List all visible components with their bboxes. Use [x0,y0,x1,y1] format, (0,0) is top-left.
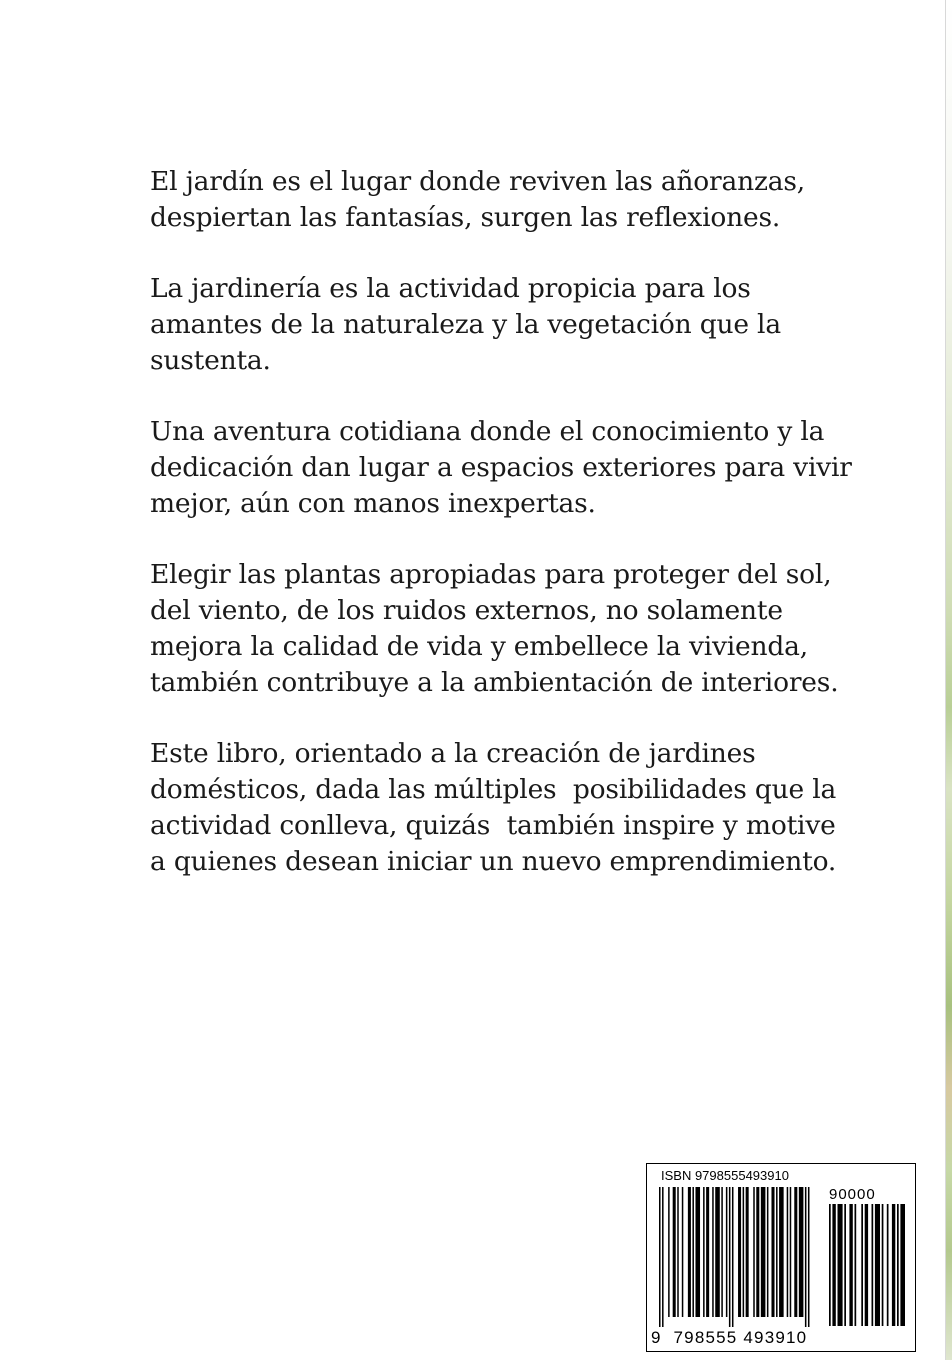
isbn-label: ISBN 9798555493910 [661,1168,789,1183]
barcode-bar [805,1187,807,1327]
barcode-bar [726,1187,728,1317]
barcode-bar [832,1204,835,1326]
barcode-bar [849,1204,852,1326]
addon-code: 90000 [829,1186,876,1203]
barcode-bar [659,1187,661,1327]
paragraph-line: despiertan las fantasías, surgen las reflexiones. [150,202,781,233]
blurb-paragraph-3 [150,414,850,522]
main-barcode-bars [659,1187,821,1327]
barcode-bar [838,1204,843,1326]
barcode-bar [688,1187,691,1317]
barcode-bar [897,1204,899,1326]
barcode-bar [746,1187,749,1317]
barcode-bar [875,1204,880,1326]
barcode-digit-first: 9 [651,1328,662,1347]
barcode-bar [706,1187,709,1317]
barcode-bar [799,1187,804,1317]
paragraph-line: Una aventura cotidiana donde el conocimiento y la [150,416,825,447]
barcode-digits-right: 493910 [743,1328,808,1347]
paragraph-line: también contribuye a la ambientación de interiores. [150,667,839,698]
addon-barcode-bars [829,1204,905,1326]
barcode-bar [794,1187,797,1317]
barcode-bar [900,1204,905,1326]
paragraph-line: domésticos, dada las múltiples posibilidades que la [150,774,837,805]
barcode-bar [743,1187,745,1317]
blurb-paragraph-2 [150,271,850,379]
barcode-bar [767,1187,769,1317]
paragraph-line: El jardín es el lugar donde reviven las añoranzas, [150,166,805,197]
blurb-paragraph-1 [150,164,850,236]
cover-edge-strip [946,0,952,1360]
paragraph-line: mejor, aún con manos inexpertas. [150,488,596,519]
barcode-bar [776,1187,778,1317]
barcode-bar [662,1187,664,1327]
barcode-bar [844,1204,846,1326]
barcode-bar [761,1187,766,1317]
barcode-bar [892,1204,895,1326]
barcode-bar [865,1204,868,1326]
barcode-bar [779,1187,784,1317]
barcode-bar [829,1204,831,1326]
barcode-bar [682,1187,684,1317]
barcode-bar [882,1204,884,1326]
barcode-bar [673,1187,676,1317]
paragraph-line: La jardinería es la actividad propicia para los [150,273,751,304]
barcode-digits-left: 798555 [673,1328,738,1347]
barcode-bar [692,1187,694,1317]
barcode-bar [861,1204,863,1326]
barcode-bar [756,1187,759,1317]
blurb-paragraph-4 [150,557,850,701]
paragraph-line: Elegir las plantas apropiadas para proteger del sol, [150,559,832,590]
barcode-bar [771,1187,774,1317]
paragraph-line: actividad conlleva, quizás también inspire y motive [150,810,836,841]
isbn-barcode [646,1163,916,1352]
barcode-bar [721,1187,723,1317]
paragraph-line: Este libro, orientado a la creación de jardines [150,738,756,769]
paragraph-line: a quienes desean iniciar un nuevo emprendimiento. [150,846,837,877]
barcode-bar [712,1187,714,1317]
blurb-paragraph-5 [150,736,850,880]
barcode-bar [855,1204,857,1326]
barcode-bar [715,1187,720,1317]
barcode-bar [872,1204,874,1326]
paragraph-line: del viento, de los ruidos externos, no solamente [150,595,783,626]
paragraph-line: mejora la calidad de vida y embellece la vivienda, [150,631,808,662]
paragraph-line: dedicación dan lugar a espacios exteriores para vivir [150,452,852,483]
barcode-bar [808,1187,810,1327]
blurb-text [150,164,850,915]
barcode-bar [732,1187,734,1327]
barcode-bar [677,1187,679,1317]
barcode-bar [753,1187,755,1317]
barcode-bar [887,1204,889,1326]
barcode-bar [790,1187,792,1317]
barcode-bar [668,1187,670,1317]
barcode-bar [787,1187,789,1317]
barcode-bar [729,1187,731,1327]
barcode-bar [695,1187,700,1317]
paragraph-line: amantes de la naturaleza y la vegetación que la [150,309,781,340]
barcode-digits [651,1328,807,1348]
barcode-bar [703,1187,705,1317]
barcode-bar [738,1187,741,1317]
paragraph-line: sustenta. [150,345,271,376]
